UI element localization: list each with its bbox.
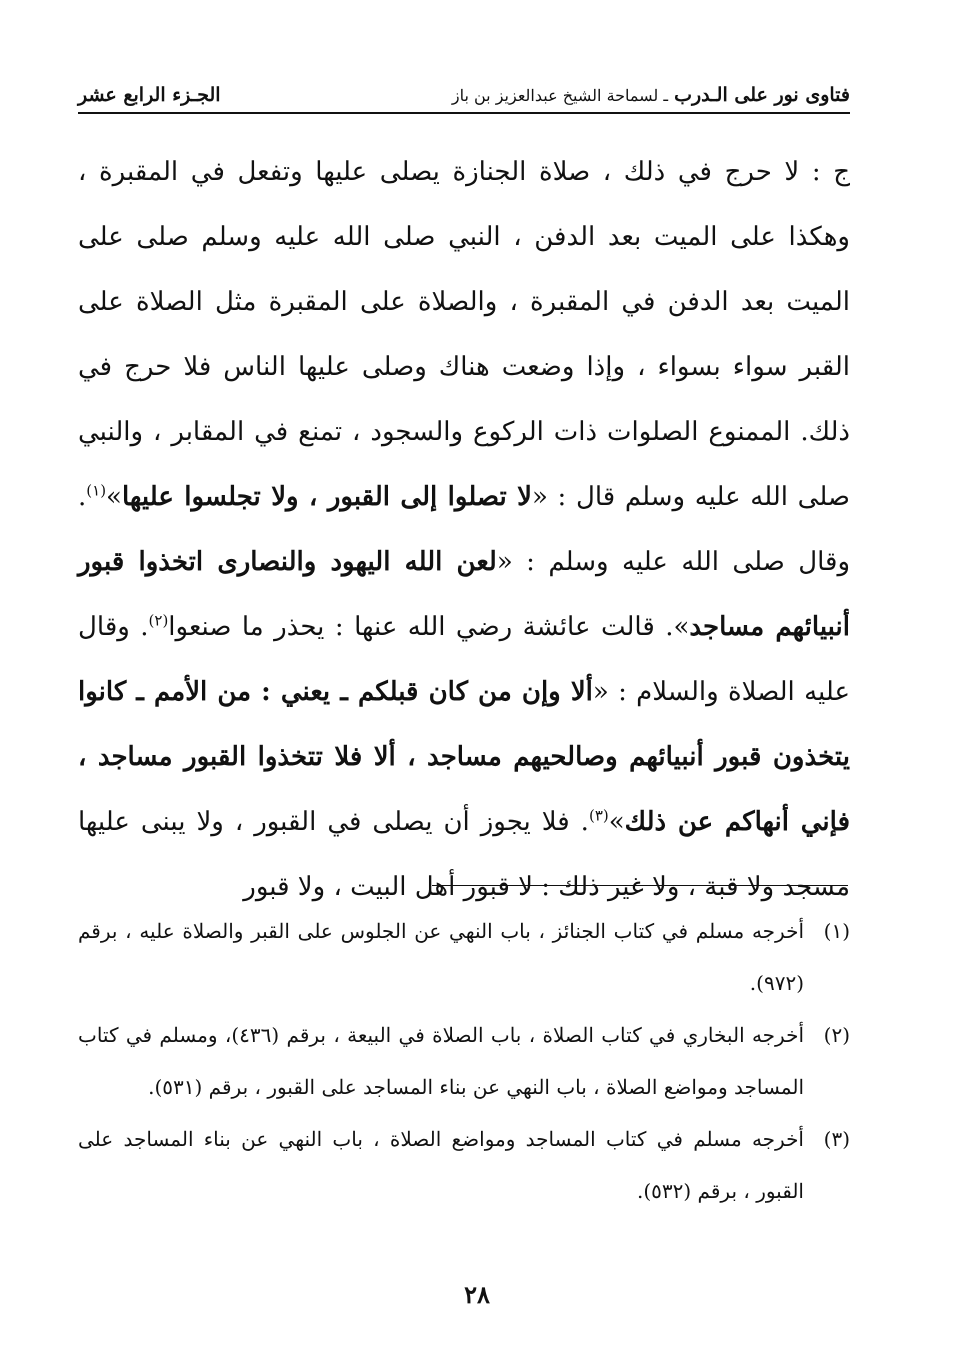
volume-label: الجـزء الرابع عشر bbox=[78, 84, 221, 106]
footnote-text: أخرجه مسلم في كتاب الجنائز ، باب النهي عن الجلوس على القبر والصلاة عليه ، برقم (٩٧٢). bbox=[78, 919, 805, 995]
footnote-ref-1: (١) bbox=[86, 481, 107, 500]
footnote-number: (١) bbox=[823, 919, 850, 943]
footnote-ref-2: (٢) bbox=[148, 611, 169, 630]
answer-text: . وقال عليه الصلاة والسلام : « bbox=[78, 612, 850, 707]
footnote-item bbox=[78, 1113, 850, 1217]
main-text bbox=[78, 140, 850, 920]
footnotes bbox=[78, 905, 850, 1217]
footnote-ref-3: (٣) bbox=[588, 806, 609, 825]
quote-close-3: » bbox=[608, 807, 625, 837]
footnote-item bbox=[78, 905, 850, 1009]
hadith-quote-1: لا تصلوا إلى القبور ، ولا تجلسوا عليها bbox=[121, 482, 532, 512]
footnote-item bbox=[78, 1009, 850, 1113]
footnote-separator bbox=[432, 885, 848, 886]
quote-close-1: » bbox=[106, 482, 122, 512]
footnote-text: أخرجه مسلم في كتاب المساجد ومواضع الصلاة ، باب النهي عن بناء المساجد على القبور ، برقم (٥٣٢). bbox=[78, 1127, 804, 1203]
answer-text: . فلا يجوز أن يصلى في القبور ، ولا يبنى عليها مسجد ولا قبة ، ولا غير ذلك : لا قبور أهل البيت ، ولا قبور bbox=[78, 807, 850, 902]
fatwa-answer bbox=[78, 140, 850, 920]
page-number: ٢٨ bbox=[464, 1280, 490, 1309]
footnote-number: (٣) bbox=[823, 1127, 850, 1151]
hadith-quote-2: لعن الله اليهود والنصارى اتخذوا قبور أنبيائهم مساجد bbox=[78, 547, 850, 642]
answer-text: . وقال صلى الله عليه وسلم : « bbox=[78, 482, 851, 577]
answer-text: ج : لا حرج في ذلك ، صلاة الجنازة يصلى عليها وتفعل في المقبرة ، وهكذا على الميت بعد الدفن ، النبي صلى الله عليه وسلم صلى على الميت بعد الدفن في المقبرة ، والصلاة على المقبرة مثل الصلاة على القبر سواء بسواء ، وإذا وضعت هناك وصلى عليها الناس فلا حرج في ذلك. الممنوع الصلوات ذات الركوع والسجود ، تمنع في المقابر ، والنبي صلى الله عليه وسلم قال : « bbox=[78, 157, 851, 512]
book-title: فتاوى نور على الـدرب bbox=[674, 84, 850, 106]
hadith-quote-3: ألا وإن من كان قبلكم ـ يعني : من الأمم ـ كانوا يتخذون قبور أنبيائهم وصالحيهم مساجد ، ألا فلا تتخذوا القبور مساجد ، فإني أنهاكم عن ذلك bbox=[78, 677, 851, 837]
author-line: ـ لسماحة الشيخ عبدالعزيز بن باز bbox=[451, 85, 669, 105]
answer-text: ». قالت عائشة رضي الله عنها : يحذر ما صنعوا bbox=[168, 612, 690, 642]
footnote-number: (٢) bbox=[823, 1023, 850, 1047]
footnote-text: أخرجه البخاري في كتاب الصلاة ، باب الصلاة في البيعة ، برقم (٤٣٦)، ومسلم في كتاب المساجد ومواضع الصلاة ، باب النهي عن بناء المساجد على القبور ، برقم (٥٣١). bbox=[78, 1023, 804, 1099]
running-header bbox=[78, 78, 850, 114]
